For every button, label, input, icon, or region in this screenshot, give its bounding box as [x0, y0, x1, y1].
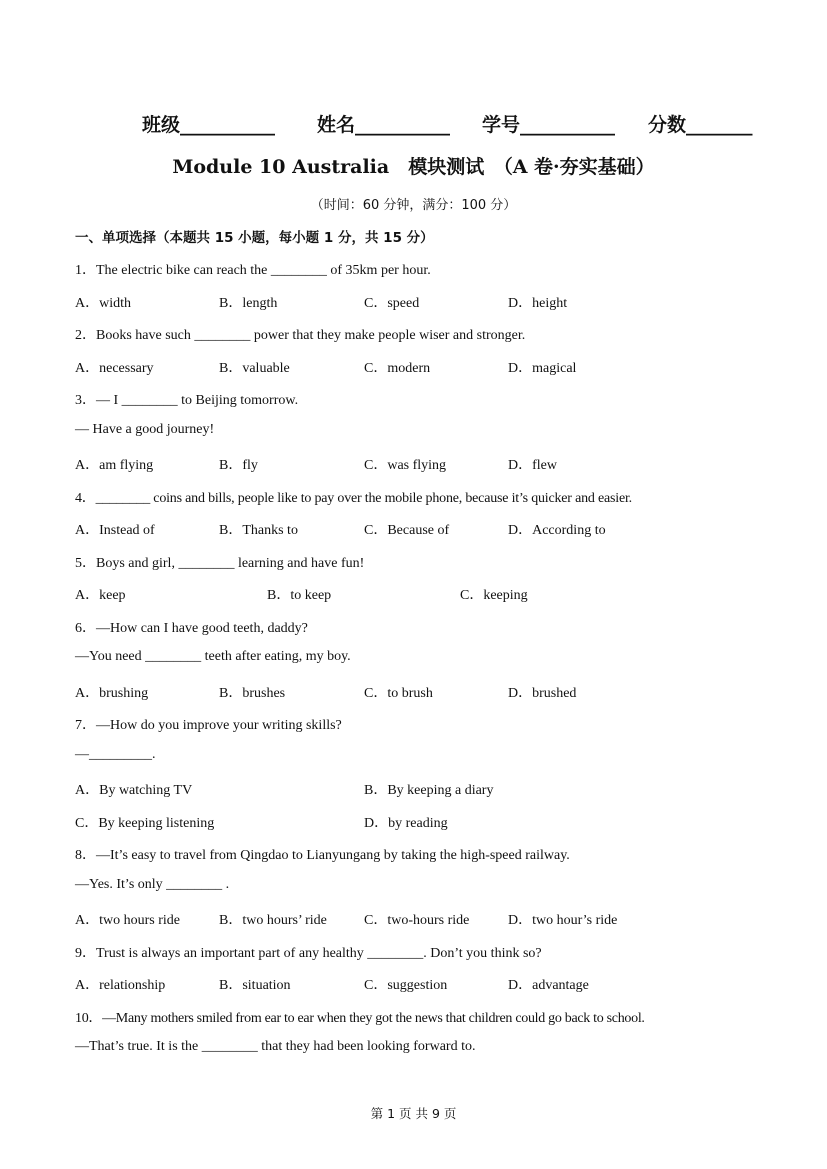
student-id-label: 学号__________	[482, 114, 616, 136]
score-label: 分数_______	[648, 114, 753, 136]
question-6: 6．—How can I have good teeth, daddy?	[75, 621, 308, 636]
page-number: 第 1 页 共 9 页	[370, 1106, 457, 1121]
question-3: 3．— I ________ to Beijing tomorrow.	[75, 393, 299, 408]
q3-option-c: C．was flying	[364, 458, 447, 473]
question-8: 8．—It’s easy to travel from Qingdao to Lianyungang by taking the high-speed railway.	[75, 848, 570, 863]
student-info-line	[0, 110, 827, 136]
q4-option-d: D．According to	[508, 523, 606, 538]
q7-option-c: C．By keeping listening	[75, 816, 215, 831]
question-4: 4．________ coins and bills, people like to pay over the mobile phone, because it’s quicker and easier.	[75, 491, 632, 506]
q2-option-c: C．modern	[364, 361, 431, 376]
question-2: 2．Books have such ________ power that they make people wiser and stronger.	[75, 328, 526, 343]
class-label: 班级__________	[142, 114, 276, 136]
q4-option-c: C．Because of	[364, 523, 450, 538]
question-6-reply: —You need ________ teeth after eating, my boy.	[75, 649, 351, 664]
name-label: 姓名__________	[317, 114, 451, 136]
q7-option-b: B．By keeping a diary	[364, 783, 494, 798]
question-10: 10．—Many mothers smiled from ear to ear when they got the news that children could go back to school.	[75, 1011, 645, 1026]
q6-option-c: C．to brush	[364, 686, 433, 701]
q2-option-d: D．magical	[508, 361, 577, 376]
q3-option-d: D．flew	[508, 458, 557, 473]
question-9: 9．Trust is always an important part of any healthy ________. Don’t you think so?	[75, 946, 542, 961]
q8-option-c: C．two-hours ride	[364, 913, 470, 928]
q5-option-a: A．keep	[75, 588, 126, 603]
section-heading: 一、单项选择（本题共 15 小题，每小题 1 分，共 15 分）	[75, 230, 434, 246]
question-5: 5．Boys and girl, ________ learning and have fun!	[75, 556, 365, 571]
question-8-reply: —Yes. It’s only ________ .	[75, 877, 230, 892]
question-7-reply: —_________.	[75, 747, 156, 762]
q1-option-d: D．height	[508, 296, 568, 311]
question-3-reply: — Have a good journey!	[75, 422, 215, 437]
q7-option-a: A．By watching TV	[75, 783, 193, 798]
q8-option-b: B．two hours’ ride	[219, 913, 327, 928]
page-title: Module 10 Australia 模块测试 （A 卷·夯实基础）	[172, 156, 655, 178]
q3-option-a: A．am flying	[75, 458, 154, 473]
q5-option-b: B．to keep	[267, 588, 332, 603]
q9-option-a: A．relationship	[75, 978, 166, 993]
q6-option-a: A．brushing	[75, 686, 149, 701]
q2-option-b: B．valuable	[219, 361, 290, 376]
question-7: 7．—How do you improve your writing skills?	[75, 718, 342, 733]
q1-option-c: C．speed	[364, 296, 420, 311]
question-1: 1．The electric bike can reach the ________ of 35km per hour.	[75, 263, 431, 278]
q4-option-a: A．Instead of	[75, 523, 155, 538]
question-10-reply: —That’s true. It is the ________ that they had been looking forward to.	[75, 1039, 476, 1054]
q5-option-c: C．keeping	[460, 588, 528, 603]
exam-time-note: （时间：60 分钟，满分：100 分）	[310, 198, 517, 213]
q8-option-d: D．two hour’s ride	[508, 913, 618, 928]
q3-option-b: B．fly	[219, 458, 258, 473]
q1-option-a: A．width	[75, 296, 131, 311]
q7-option-d: D．by reading	[364, 816, 448, 831]
q9-option-d: D．advantage	[508, 978, 589, 993]
q4-option-b: B．Thanks to	[219, 523, 298, 538]
q2-option-a: A．necessary	[75, 361, 154, 376]
q1-option-b: B．length	[219, 296, 278, 311]
q6-option-b: B．brushes	[219, 686, 286, 701]
q6-option-d: D．brushed	[508, 686, 577, 701]
q9-option-c: C．suggestion	[364, 978, 448, 993]
q8-option-a: A．two hours ride	[75, 913, 180, 928]
q9-option-b: B．situation	[219, 978, 291, 993]
